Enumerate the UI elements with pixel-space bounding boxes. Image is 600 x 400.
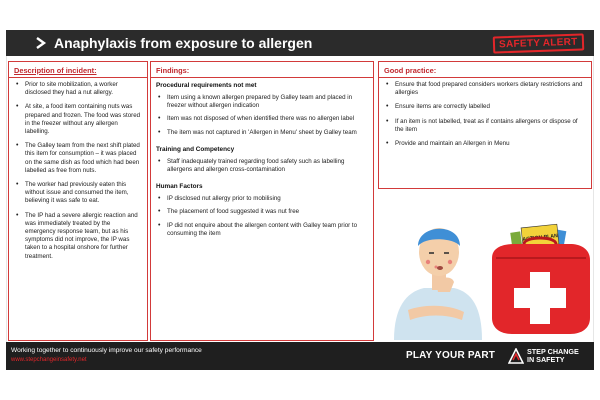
list-item: • Ensure that food prepared considers workers dietary restrictions and allergies	[384, 81, 586, 97]
list-item: • Prior to site mobilization, a worker disclosed they had a nut allergy.	[14, 81, 142, 97]
description-list	[9, 78, 147, 261]
list-item: • Ensure items are correctly labelled	[384, 103, 586, 111]
logo-line-1: STEP CHANGE	[527, 347, 579, 356]
illustration	[384, 200, 592, 340]
list-item: • The IP had a severe allergic reaction and was immediately treated by the emergency response team, but as his symptoms did not improve, the IP was taken to a hospital onshore for further treatment.	[14, 212, 142, 261]
list-item: • Provide and maintain an Allergen in Menu	[384, 140, 586, 148]
list-item: • The Galley team from the next shift plated this item for consumption – it was placed on the same dish as food which had been labelled as free from nuts.	[14, 142, 142, 175]
title-bar	[6, 30, 594, 56]
findings-section-title: Procedural requirements not met	[156, 82, 257, 89]
list-item: • The item was not captured in 'Allergen in Menu' sheet by Galley team	[156, 129, 368, 137]
page-title: Anaphylaxis from exposure to allergen	[54, 35, 313, 51]
list-item: • The placement of food suggested it was nut free	[156, 208, 368, 216]
logo-line-2: IN SAFETY	[527, 355, 565, 364]
list-item: • IP did not enquire about the allergen content with Galley team prior to consuming the item	[156, 222, 368, 238]
list-item: • Item using a known allergen prepared by Galley team and placed in freezer without allergen indication	[156, 94, 368, 110]
findings-list	[151, 155, 373, 174]
findings-section-title: Human Factors	[156, 183, 203, 191]
list-item: • The worker had previously eaten this without issue and consumed the item, believing it was safe to eat.	[14, 181, 142, 206]
allergic-person-illustration	[394, 228, 482, 340]
first-aid-kit-illustration	[492, 224, 590, 334]
findings-section-title: Training and Competency	[156, 145, 235, 153]
good-practice-heading: Good practice:	[379, 62, 591, 78]
safety-alert-badge: SAFETY ALERT	[493, 33, 584, 53]
step-change-logo-icon	[508, 348, 524, 364]
footer-tagline: Working together to continuously improve our safety performance	[11, 347, 202, 354]
good-practice-panel	[378, 61, 592, 189]
list-item: • Item was not disposed of when identified there was no allergen label	[156, 115, 368, 123]
step-change-logo-text	[527, 348, 579, 364]
play-your-part-label: PLAY YOUR PART	[406, 350, 496, 361]
chevron-right-icon	[34, 36, 48, 50]
list-item: • IP disclosed nut allergy prior to mobilising	[156, 195, 368, 203]
footer-website-link[interactable]: www.stepchangeinsafety.net	[11, 357, 87, 363]
list-item: • At site, a food item containing nuts was prepared and frozen. The food was stored in the freezer without any allergen labelling.	[14, 103, 142, 136]
description-heading: Description of incident:	[9, 62, 147, 78]
list-item: • Staff inadequately trained regarding food safety such as labelling allergens and allergen cross-contamination	[156, 158, 368, 174]
footer	[6, 342, 594, 370]
findings-list	[151, 192, 373, 238]
good-practice-list	[379, 78, 591, 148]
findings-panel	[150, 61, 374, 341]
action-plan-label: ACTION PLAN	[522, 233, 559, 243]
description-panel	[8, 61, 148, 341]
list-item: • If an item is not labelled, treat as if contains allergens or dispose of the item	[384, 118, 586, 134]
findings-list	[151, 91, 373, 137]
findings-heading: Findings:	[151, 62, 373, 78]
